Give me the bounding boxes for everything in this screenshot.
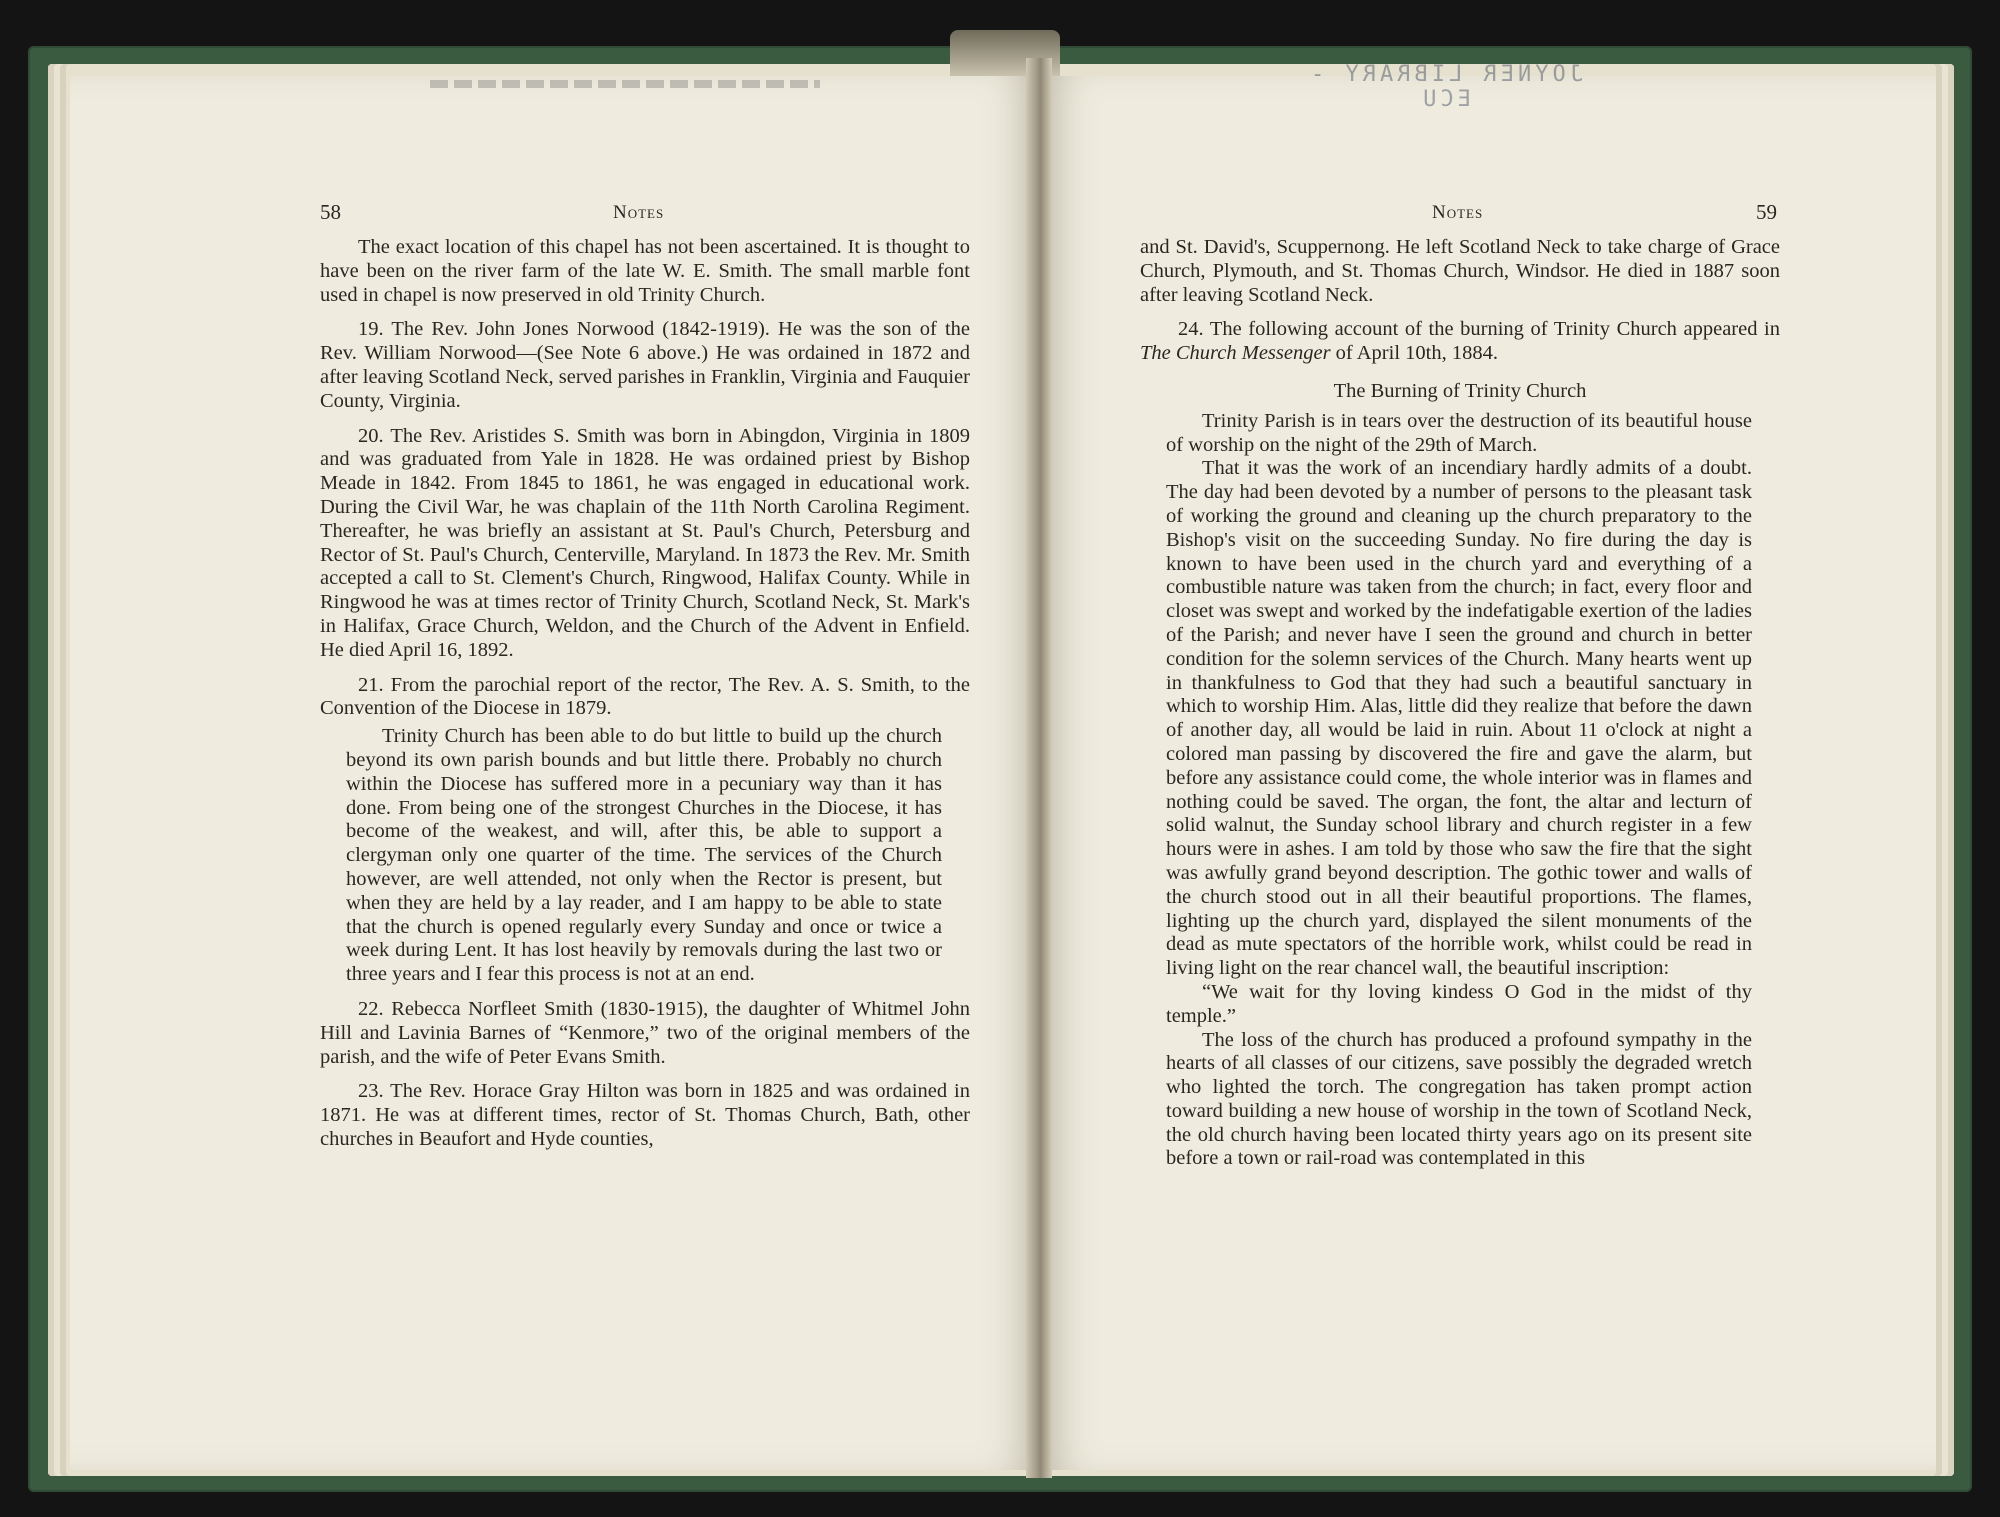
quote-text: Trinity Church has been able to do but little to build up the church beyond its own parish bounds and but little there. Probably no church within the Diocese has suffered more in a pecuniary way than it has done. From being one of the strongest Churches in the Diocese, it has become of the weakest, and will, after this, be able to support a clergyman only one quarter of the time. The services of the Church however, are well attended, not only when the Rector is present, but when they are held by a lay reader, and I am happy to be able to state that the church is opened regularly every Sunday and once or twice a week during Lent. It has lost heavily by removals during the last two or three years and I fear this process is not at an end. (346, 725, 942, 986)
left-running-head: Notes (613, 202, 665, 223)
note-24-intro: 24. The following account of the burning of Trinity Church appeared in (1178, 318, 1780, 341)
note-23: 23. The Rev. Horace Gray Hilton was born in 1825 and was ordained in 1871. He was at different times, rector of St. Thomas Church, Bath, other churches in Beaufort and Hyde counties, (320, 1080, 970, 1150)
paragraph: The exact location of this chapel has not been ascertained. It is thought to have been on the river farm of the late W. E. Smith. The small marble font used in chapel is now preserved in old Trinity Church. (320, 236, 970, 306)
inscription: “We wait for thy loving kindess O God in the midst of thy temple.” (1166, 980, 1752, 1027)
right-running-head: Notes (1432, 202, 1484, 223)
left-page-text (320, 236, 970, 1163)
account-paragraph: That it was the work of an incendiary hardly admits of a doubt. The day had been devoted by a number of persons to the pleasant task of working the ground and cleaning up the church preparatory to the Bishop's visit on the succeeding Sunday. No fire during the day is known to have been used in the church yard and everything of a combustible nature was taken from the church; in fact, every floor and closet was swept and worked by the indefatigable exertion of the ladies of the Parish; and never have I seen the ground and church in better condition for the solemn services of the Church. Many hearts went up in thankfulness to God that they had such a beautiful sanctuary in which to worship Him. Alas, little did they realize that before the dawn of another day, all would be laid in ruin. About 11 o'clock at night a colored man passing by discovered the fire and gave the alarm, but before any assistance could come, the whole interior was in flames and nothing could be saved. The organ, the font, the altar and lecturn of solid walnut, the Sunday school library and church register in a few hours were in ashes. I am told by those who saw the fire that the sight was awfully grand beyond description. The gothic tower and walls of the church stood out in all their beautiful proportions. The flames, lighting up the church yard, displayed the silent monuments of the dead as mute spectators of the horrible work, whilst could be read in living light on the rear chancel wall, the beautiful inscription: (1166, 457, 1752, 980)
account-paragraph: The loss of the church has produced a profound sympathy in the hearts of all classes of our citizens, save possibly the degraded wretch who lighted the torch. The congregation has taken prompt action toward building a new house of worship in the town of Scotland Neck, the old church having been located thirty years ago on its present site before a town or rail-road was contemplated in this (1166, 1028, 1752, 1170)
book-gutter (1026, 58, 1052, 1478)
note-19: 19. The Rev. John Jones Norwood (1842-1919). He was the son of the Rev. William Norwood—(See Note 6 above.) He was ordained in 1872 and after leaving Scotland Neck, served parishes in Franklin, Virginia and Fauquier County, Virginia. (320, 318, 970, 412)
account-paragraph: Trinity Parish is in tears over the destruction of its beautiful house of worship on the night of the 29th of March. (1166, 409, 1752, 456)
note-22: 22. Rebecca Norfleet Smith (1830-1915), the daughter of Whitmel John Hill and Lavinia Barnes of “Kenmore,” two of the original members of the parish, and the wife of Peter Evans Smith. (320, 997, 970, 1068)
left-page-number: 58 (320, 200, 341, 224)
note-21: 21. From the parochial report of the rector, The Rev. A. S. Smith, to the Convention of the Diocese in 1879. (320, 673, 970, 720)
right-page-number: 59 (1756, 200, 1777, 224)
account-heading: The Burning of Trinity Church (1333, 379, 1587, 402)
right-page-text (1140, 236, 1780, 1171)
quoted-report (320, 725, 970, 987)
note-24 (1140, 318, 1780, 366)
show-through-text (430, 80, 820, 88)
account-text (1140, 410, 1780, 1172)
note-23-continued: and St. David's, Scuppernong. He left Scotland Neck to take charge of Grace Church, Plymouth, and St. Thomas Church, Windsor. He died in 1887 soon after leaving Scotland Neck. (1140, 236, 1780, 306)
library-stamp: JOYNER LIBRARY - ECU (1307, 62, 1583, 112)
note-24-date: of April 10th, 1884. (1335, 342, 1498, 365)
publication-title: The Church Messenger (1140, 342, 1331, 365)
note-20: 20. The Rev. Aristides S. Smith was born in Abingdon, Virginia in 1809 and was graduated from Yale in 1828. He was ordained priest by Bishop Meade in 1842. From 1845 to 1861, he was engaged in educational work. During the Civil War, he was chaplain of the 11th North Carolina Regiment. Thereafter, he was briefly an assistant at St. Paul's Church, Petersburg and Rector of St. Paul's Church, Centerville, Maryland. In 1873 the Rev. Mr. Smith accepted a call to St. Clement's Church, Ringwood, Halifax County. While in Ringwood he was at times rector of Trinity Church, Scotland Neck, St. Mark's in Halifax, Grace Church, Weldon, and the Church of the Advent in Enfield. He died April 16, 1892. (320, 424, 970, 661)
